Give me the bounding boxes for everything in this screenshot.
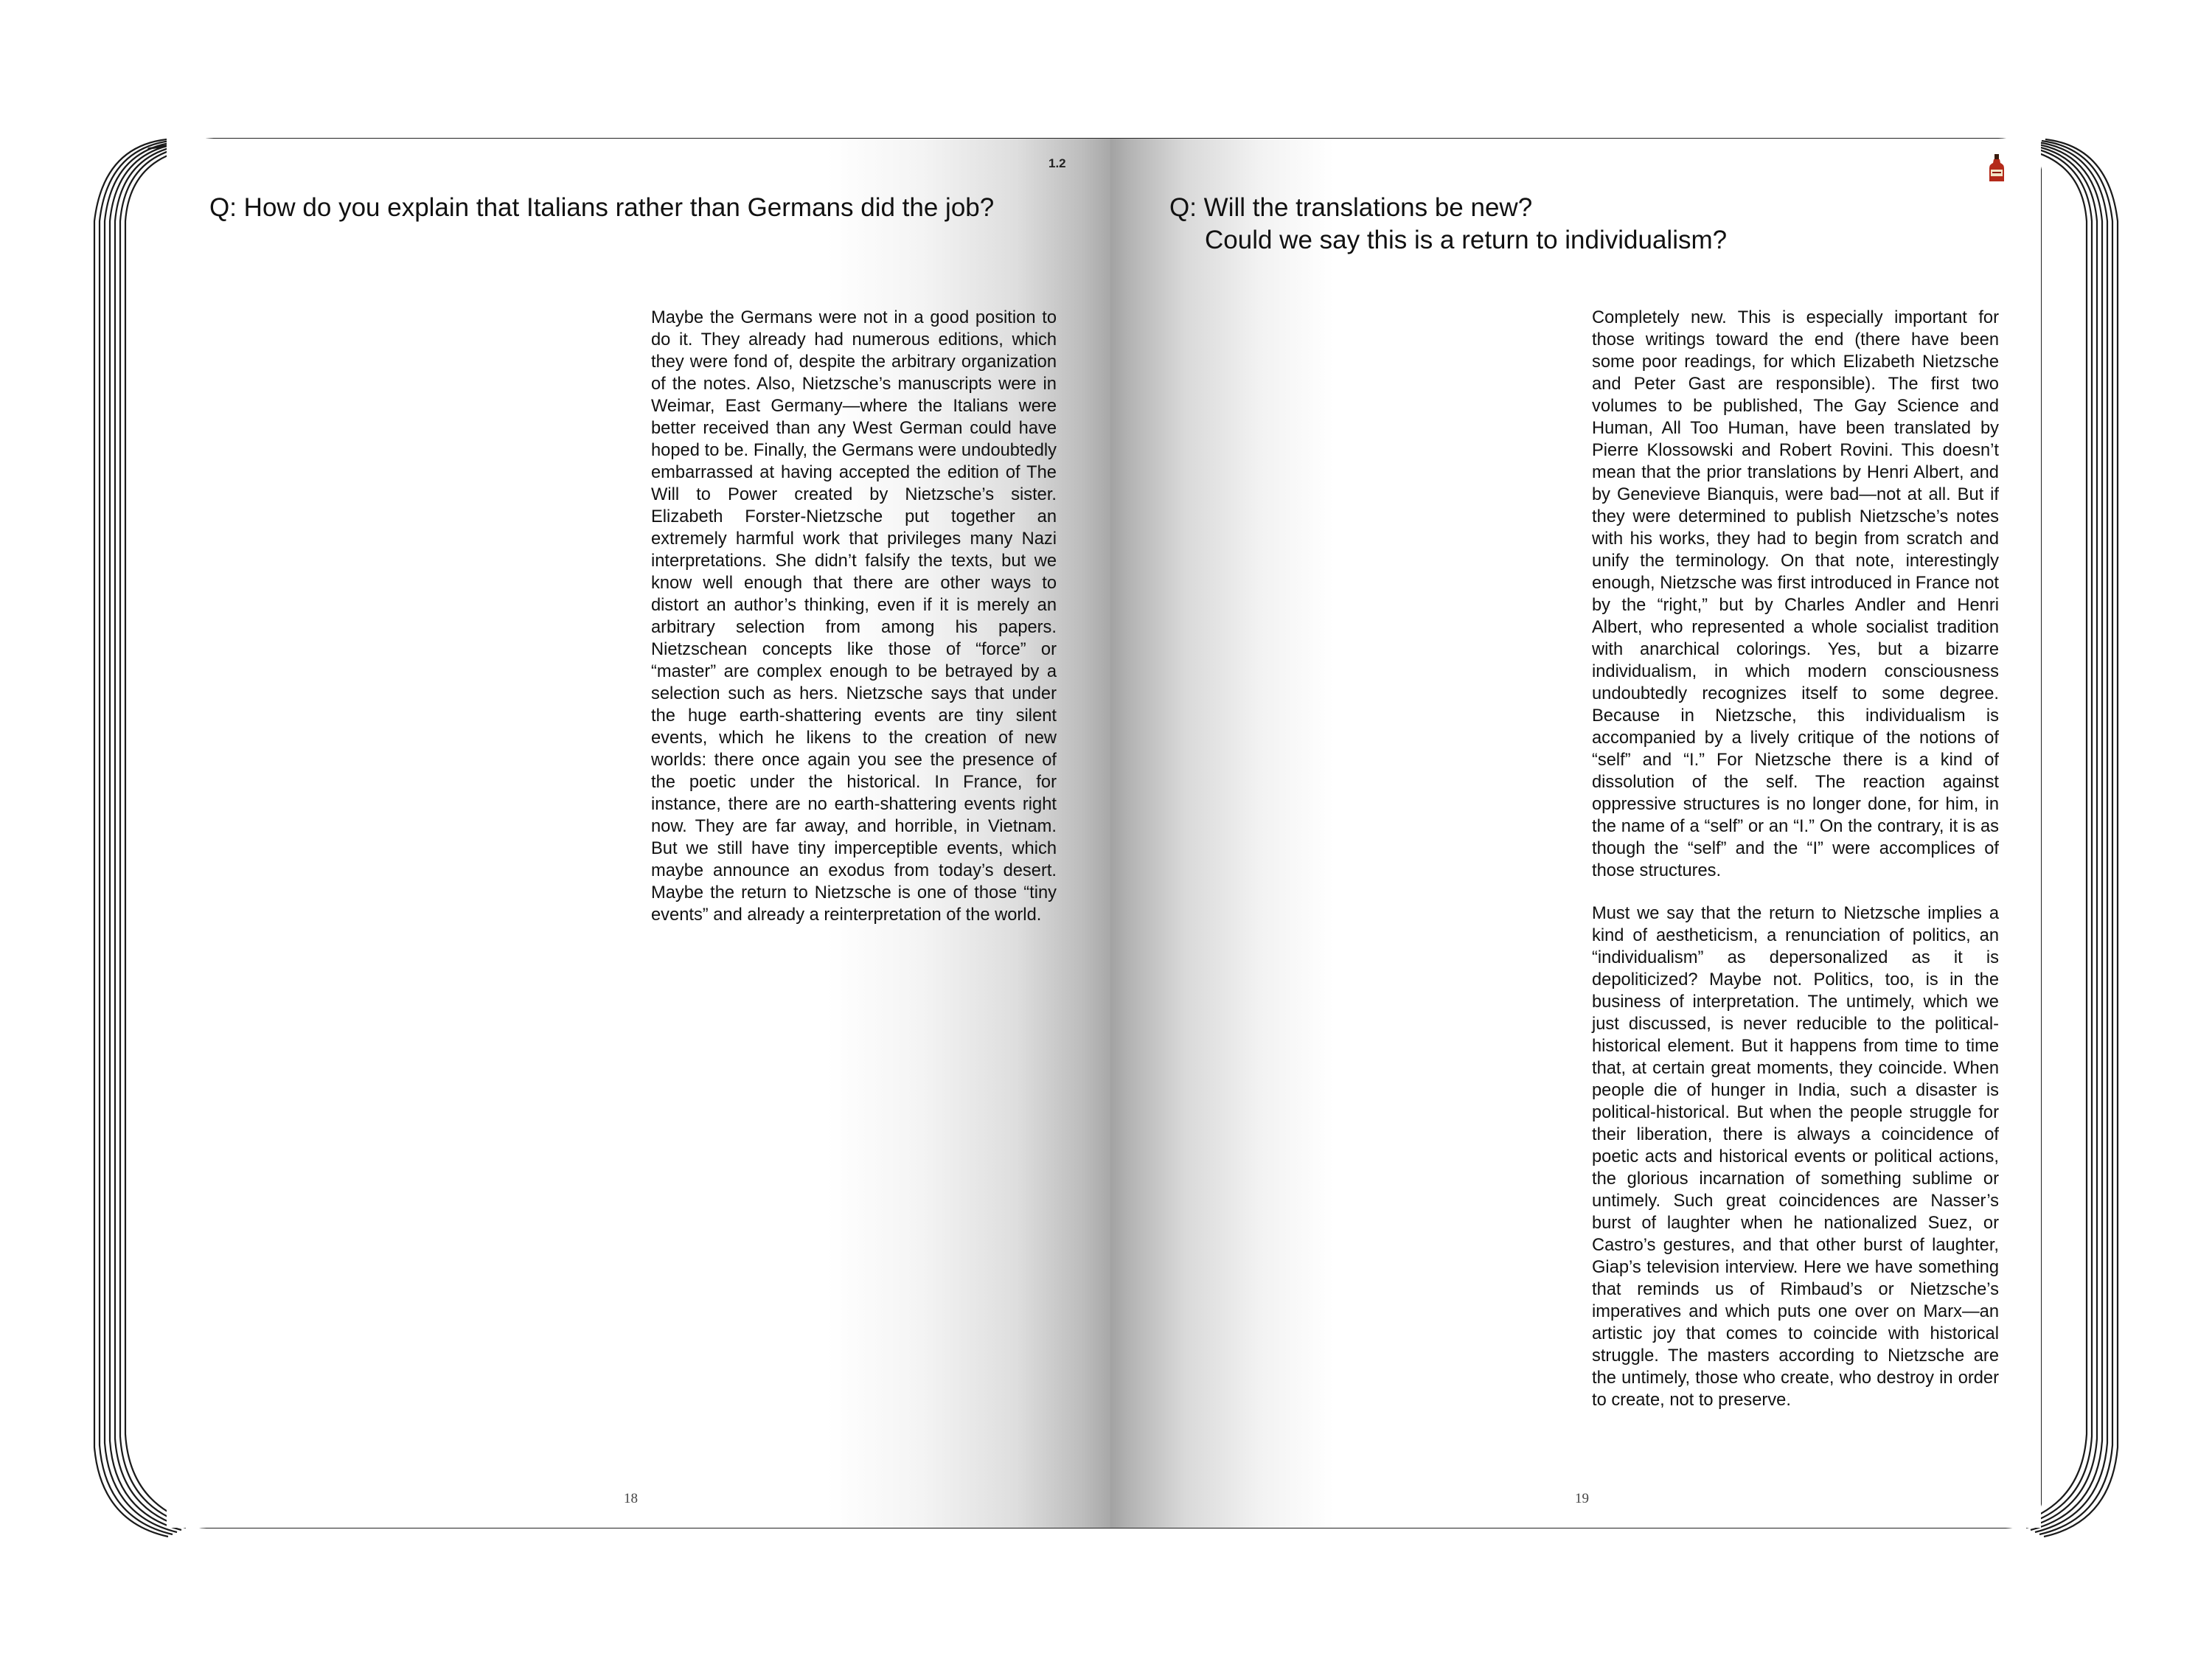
left-question-heading: Q: How do you explain that Italians rather than Germans did the job?: [209, 193, 995, 222]
left-paragraph: Maybe the Germans were not in a good position to do it. They already had numerous editions, which they were fond of, despite the arbitrary organization of the notes. Also, Nietzsche’s manuscripts were in Weimar, East Germany—where the Italians were better received than any West German could have hoped to be. Finally, the Germans were undoubtedly embarrassed at having accepted the edition of The Will to Power created by Nietzsche’s sister. Elizabeth Forster-Nietzsche put together an extremely harmful work that privileges many Nazi interpretations. She didn’t falsify the texts, but we know well enough that there are other ways to distort an author’s thinking, even if it is merely an arbitrary selection from among his papers. Nietzschean concepts like those of “force” or “master” are complex enough to be betrayed by a selection such as hers. Nietzsche says that under the huge earth-shattering events are tiny silent events, which he likens to the creation of new worlds: there once again you see the presence of the poetic under the historical. In France, for instance, there are no earth-shattering events right now. They are far away, and horrible, in Vietnam. But we still have tiny imperceptible events, which maybe announce an exodus from today’s desert. Maybe the return to Nietzsche is one of those “tiny events” and already a reinterpretation of the world.: [651, 308, 1057, 925]
right-question-line-2: Could we say this is a return to individualism?: [1205, 226, 1728, 254]
right-question-heading: [1169, 192, 1995, 257]
left-answer-text: [651, 307, 1057, 926]
right-answer-text: [1592, 307, 1999, 1411]
right-paragraph: Must we say that the return to Nietzsche implies a kind of aestheticism, a renunciation of politics, an “individualism” as depersonalized as it is depoliticized? Maybe not. Politics, too, is in the business of interpretation. The untimely, which we just discussed, is never reducible to the political-historical element. But it happens from time to time that, at certain great moments, they coincide. When people die of hunger in India, such a disaster is political-historical. But when the people struggle for their liberation, there is always a coincidence of poetic acts and historical events or political actions, the glorious incarnation of something sublime or untimely. Such great coincidences are Nasser’s burst of laughter when he nationalized Suez, or Castro’s gestures, and that other burst of laughter, Giap’s television interview. Here we have something that reminds us of Rimbaud’s or Nietzsche’s imperatives and which puts one over on Marx—an artistic joy that comes to coincide with historical struggle. The masters according to Nietzsche are the untimely, those who create, who destroy in order to create, not to preserve.: [1592, 904, 1999, 1410]
bottle-icon: [1988, 153, 2006, 183]
section-label: 1.2: [1048, 156, 1066, 170]
left-page-number: 18: [624, 1491, 638, 1506]
right-paragraph: Completely new. This is especially important for those writings toward the end (there have been some poor readings, for which Elizabeth Nietzsche and Peter Gast are responsible). The first two volumes to be published, The Gay Science and Human, All Too Human, have been translated by Pierre Klossowski and Robert Rovini. This doesn’t mean that the prior translations by Henri Albert, and by Genevieve Bianquis, were bad—not at all. But if they were determined to publish Nietzsche’s notes with his works, they had to begin from scratch and unify the terminology. On that note, interestingly enough, Nietzsche was first introduced in France not by the “right,” but by Charles Andler and Henri Albert, who represented a whole socialist tradition with anarchical colorings. Yes, but a bizarre individualism, in which modern consciousness undoubtedly recognizes itself to some degree. Because in Nietzsche, this individualism is accompanied by a lively critique of the notions of “self” and “I.” For Nietzsche there is a kind of dissolution of the self. The reaction against oppressive structures is no longer done, for him, in the name of a “self” or an “I.” On the contrary, it is as though the “self” and the “I” were accomplices of those structures.: [1592, 308, 1999, 880]
right-page-number: 19: [1575, 1491, 1589, 1506]
left-page: [167, 139, 1110, 1528]
right-page: [1110, 139, 2041, 1528]
right-question-line-1: Q: Will the translations be new?: [1169, 193, 1533, 222]
